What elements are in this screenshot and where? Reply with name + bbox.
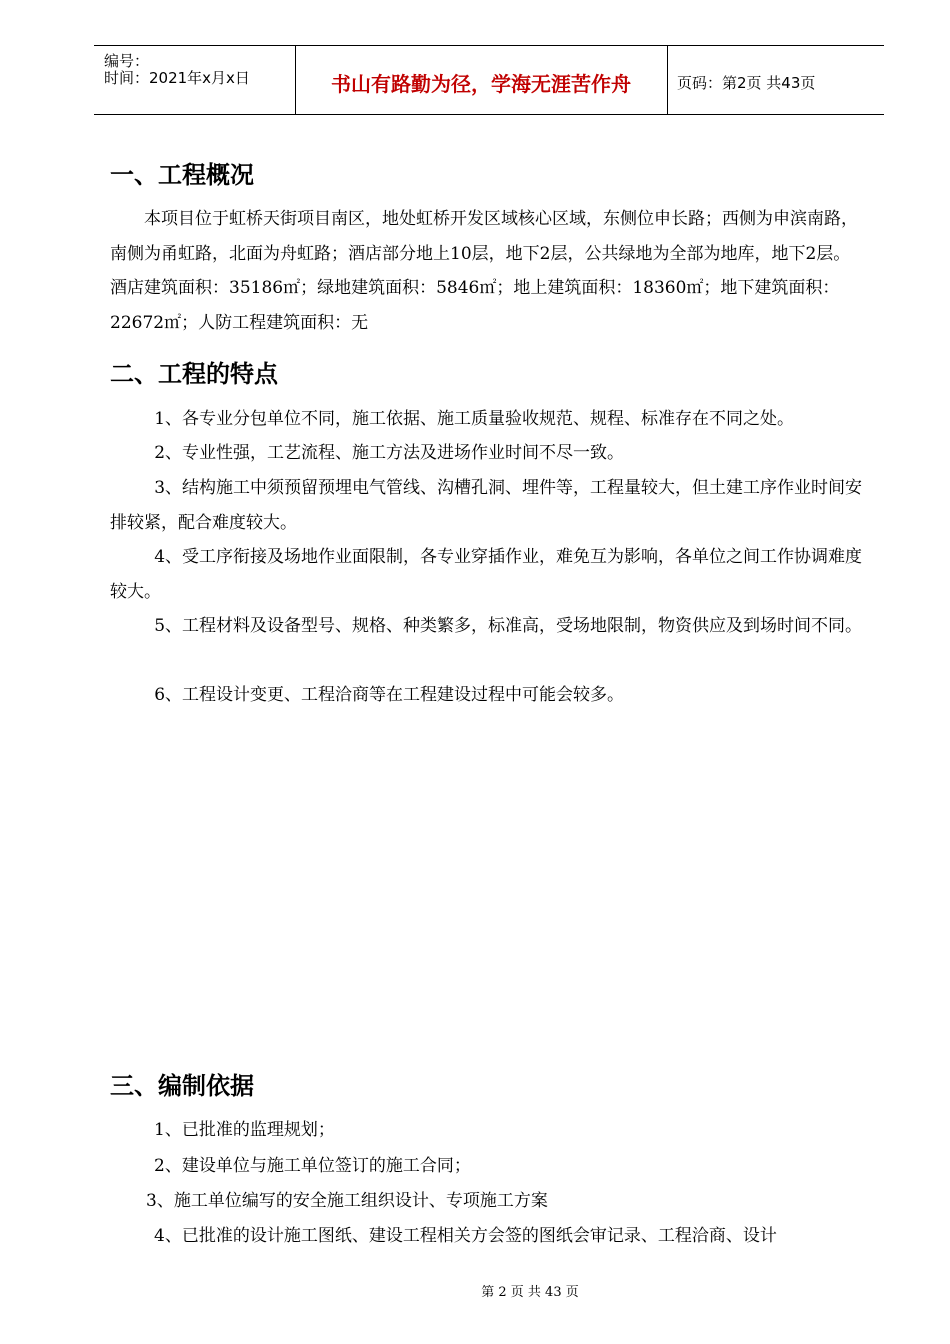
- section-title-overview: 一、工程概况: [110, 161, 254, 189]
- header-page-label: 页码：第2页 共43页: [677, 74, 816, 92]
- basis-item-1: 1、已批准的监理规划；: [154, 1120, 335, 1140]
- feature-item-3: 3、结构施工中须预留预埋电气管线、沟槽孔洞、埋件等，工程量较大，但土建工序作业时间安排较紧，配合难度较大。: [110, 478, 863, 533]
- basis-item-3: 3、施工单位编写的安全施工组织设计、专项施工方案: [146, 1191, 548, 1211]
- header-left-cell: [94, 46, 296, 114]
- page-footer: 第 2 页 共 43 页: [481, 1285, 579, 1300]
- page-header: [94, 45, 884, 115]
- feature-item-2: 2、专业性强，工艺流程、施工方法及进场作业时间不尽一致。: [154, 443, 625, 463]
- header-motto: 书山有路勤为径，学海无涯苦作舟: [331, 72, 631, 96]
- document-number-label: 编号：: [104, 52, 150, 70]
- feature-item-6: 6、工程设计变更、工程洽商等在工程建设过程中可能会较多。: [154, 685, 625, 705]
- section-title-features: 二、工程的特点: [110, 360, 278, 388]
- section-title-basis: 三、编制依据: [110, 1072, 254, 1100]
- header-right-cell: [668, 46, 884, 114]
- document-time-label: 时间：2021年x月x日: [104, 69, 250, 87]
- feature-item-4: 4、受工序衔接及场地作业面限制，各专业穿插作业，难免互为影响，各单位之间工作协调难度较大。: [110, 547, 863, 602]
- basis-item-2: 2、建设单位与施工单位签订的施工合同；: [154, 1156, 471, 1176]
- overview-paragraph: 本项目位于虹桥天街项目南区，地处虹桥开发区域核心区域，东侧位申长路；西侧为申滨南路，南侧为甬虹路，北面为舟虹路；酒店部分地上10层，地下2层，公共绿地为全部为地库，地下2层。 酒店建筑面积：35186㎡；绿地建筑面积：5846㎡；地上建筑面积：18360㎡；地下建筑面积：22672㎡；人防工程建筑面积：无: [110, 209, 858, 333]
- feature-item-1: 1、各专业分包单位不同，施工依据、施工质量验收规范、规程、标准存在不同之处。: [154, 409, 795, 429]
- basis-item-4: 4、已批准的设计施工图纸、建设工程相关方会签的图纸会审记录、工程洽商、设计: [154, 1226, 777, 1246]
- feature-item-5: 5、工程材料及设备型号、规格、种类繁多，标准高，受场地限制，物资供应及到场时间不同。: [154, 616, 863, 636]
- header-middle-cell: [295, 46, 668, 114]
